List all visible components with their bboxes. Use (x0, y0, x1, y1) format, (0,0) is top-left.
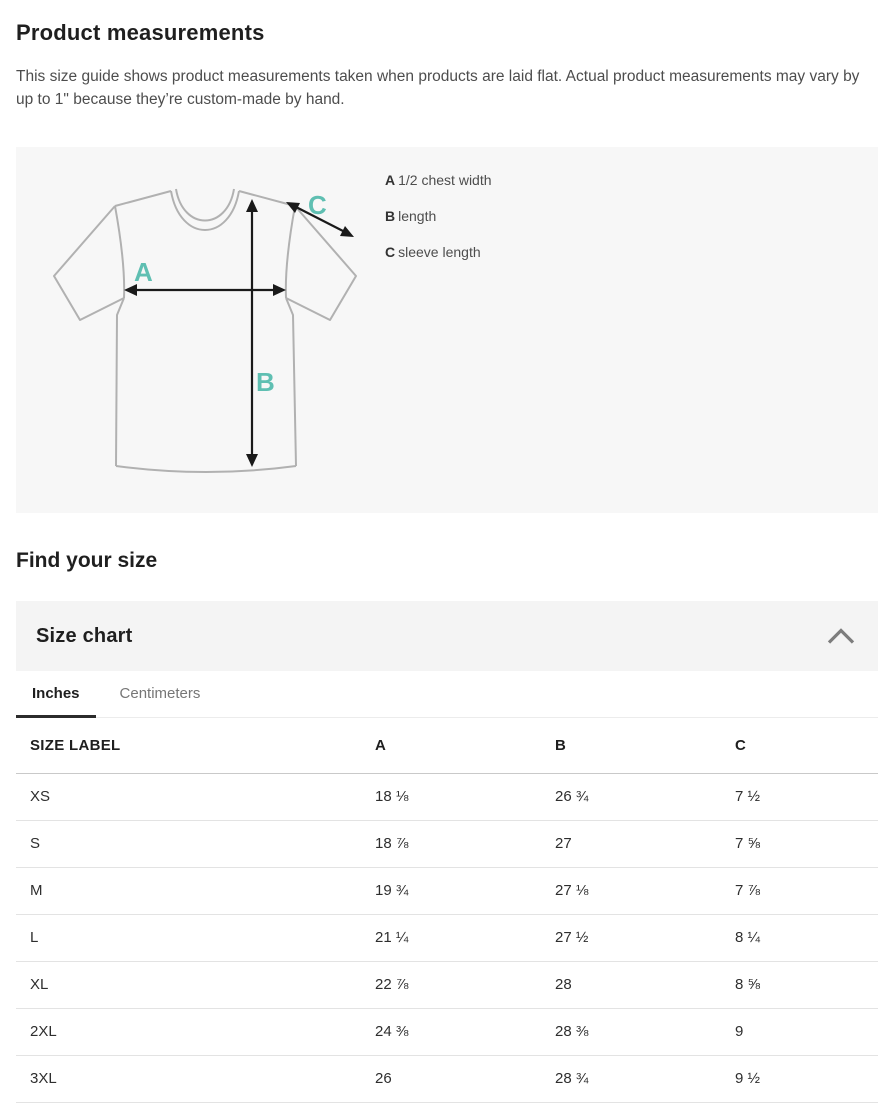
measurement-cell: 28 (541, 961, 721, 1008)
legend-key-c: C (385, 244, 396, 260)
measurement-cell: 21 ¼ (361, 914, 541, 961)
diagram-label-b: B (256, 367, 275, 397)
unit-tabs (16, 671, 878, 718)
measurement-cell: 7 ½ (721, 773, 878, 820)
legend-item-c (385, 234, 492, 270)
arrowheads (124, 199, 354, 467)
legend-item-b (385, 198, 492, 234)
measurement-arrows (136, 207, 343, 456)
measurement-cell: 18 ⅛ (361, 773, 541, 820)
find-your-size-heading: Find your size (16, 549, 158, 572)
measurement-cell: 22 ⅞ (361, 961, 541, 1008)
chevron-up-icon[interactable] (826, 627, 856, 645)
measurement-cell: 26 (361, 1055, 541, 1102)
table-row (16, 914, 878, 961)
measurement-cell: 24 ⅜ (361, 1008, 541, 1055)
tshirt-diagram (40, 179, 370, 489)
tab-inches[interactable]: Inches (16, 671, 96, 718)
measurement-cell: 7 ⅝ (721, 820, 878, 867)
measurement-cell: 27 ½ (541, 914, 721, 961)
measurement-diagram-panel (16, 147, 878, 513)
size-label-cell: 3XL (16, 1055, 361, 1102)
table-row (16, 773, 878, 820)
legend-label-a: 1/2 chest width (398, 172, 492, 188)
column-header-b: B (541, 718, 721, 773)
measurement-cell: 9 ½ (721, 1055, 878, 1102)
tab-centimeters[interactable]: Centimeters (119, 684, 201, 702)
table-row (16, 961, 878, 1008)
measurement-cell: 26 ¾ (541, 773, 721, 820)
size-chart-title: Size chart (36, 624, 133, 647)
measurement-cell: 8 ⅝ (721, 961, 878, 1008)
table-header-row (16, 718, 878, 773)
size-label-cell: XS (16, 773, 361, 820)
column-header-c: C (721, 718, 878, 773)
measurement-cell: 28 ¾ (541, 1055, 721, 1102)
diagram-label-a: A (134, 257, 153, 287)
measurement-cell: 18 ⅞ (361, 820, 541, 867)
size-label-cell: L (16, 914, 361, 961)
page-title: Product measurements (16, 20, 265, 45)
legend-key-a: A (385, 172, 396, 188)
size-guide-page (0, 20, 894, 1103)
size-label-cell: M (16, 867, 361, 914)
column-header-size-label: SIZE LABEL (16, 718, 361, 773)
measurement-cell: 27 ⅛ (541, 867, 721, 914)
size-table (16, 718, 878, 1103)
column-header-a: A (361, 718, 541, 773)
size-label-cell: S (16, 820, 361, 867)
measurement-cell: 7 ⅞ (721, 867, 878, 914)
page-description: This size guide shows product measurements taken when products are laid flat. Actual product measurements may vary by up to 1" because they’re custom-made by hand. (16, 68, 860, 108)
measurement-cell: 8 ¼ (721, 914, 878, 961)
diagram-label-c: C (308, 190, 327, 220)
size-label-cell: 2XL (16, 1008, 361, 1055)
legend-label-c: sleeve length (398, 244, 481, 260)
measurement-cell: 9 (721, 1008, 878, 1055)
legend-key-b: B (385, 208, 396, 224)
size-chart-accordion-header[interactable] (16, 601, 878, 671)
measurement-cell: 19 ¾ (361, 867, 541, 914)
diagram-legend (385, 162, 492, 270)
size-label-cell: XL (16, 961, 361, 1008)
size-table-body (16, 773, 878, 1102)
table-row (16, 867, 878, 914)
table-row (16, 1008, 878, 1055)
table-row (16, 1055, 878, 1102)
measurement-cell: 28 ⅜ (541, 1008, 721, 1055)
legend-label-b: length (398, 208, 437, 224)
legend-item-a (385, 162, 492, 198)
tshirt-outline (54, 189, 356, 472)
table-row (16, 820, 878, 867)
measurement-cell: 27 (541, 820, 721, 867)
